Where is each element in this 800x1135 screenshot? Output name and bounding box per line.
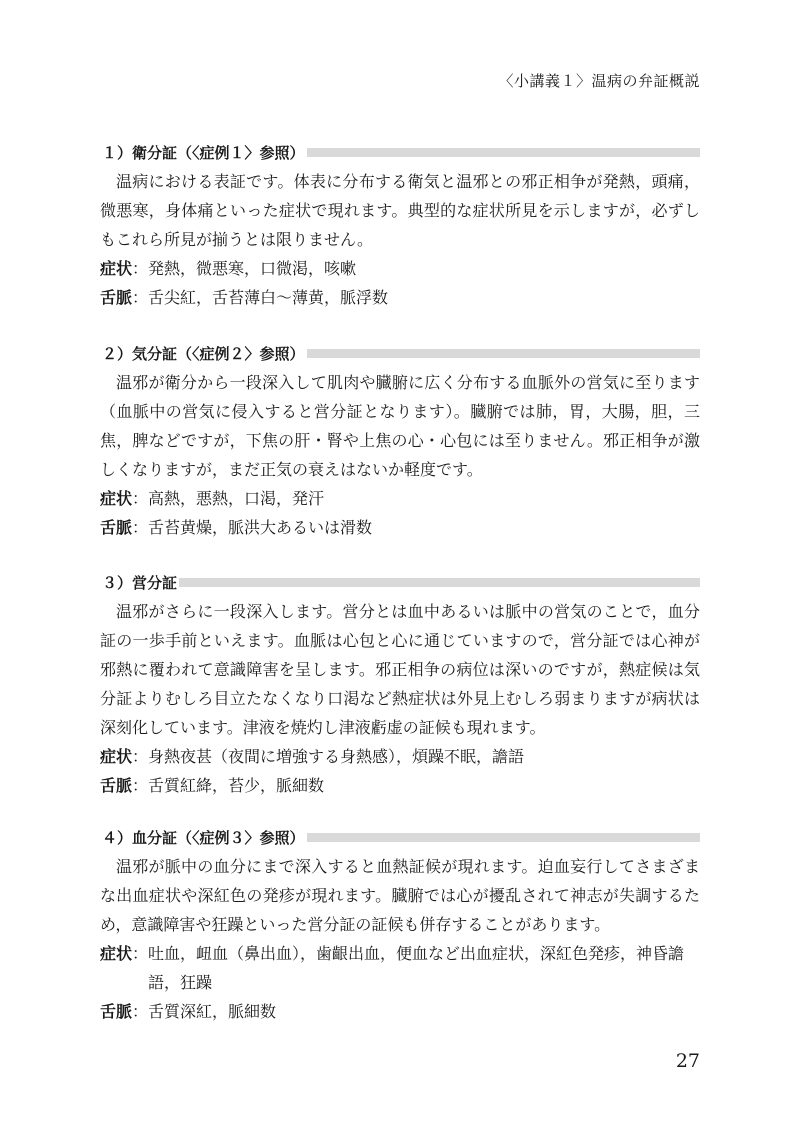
symptoms-label: 症状 (100, 489, 133, 508)
section-body: 温邪が衛分から一段深入して肌肉や臓腑に広く分布する血脈外の営気に至ります（血脈中の営気に侵入すると営分証となります）。臓腑では肺，胃，大腸，胆，三焦，脾などですが，下焦の肝・腎や上焦の心・心包には至りません。邪正相争が激しくなりますが，まだ正気の衰えはないか軽度です。 (100, 373, 700, 479)
symptoms-value: 高熱，悪熱，口渇，発汗 (148, 489, 325, 508)
running-header: 〈小講義１〉温病の弁証概説 (498, 72, 700, 90)
section-ying-fen (100, 570, 700, 800)
section-wei-fen (100, 140, 700, 312)
symptoms-label: 症状 (100, 259, 133, 278)
section-title: １）衛分証（〈症例１〉参照） (102, 143, 305, 162)
section-heading (100, 570, 700, 594)
heading-rule (179, 578, 700, 587)
tongue-pulse-label: 舌脈 (100, 776, 133, 795)
tongue-pulse-value: 舌質深紅，脈細数 (148, 1002, 277, 1021)
tongue-pulse-value: 舌質紅絳，苔少，脈細数 (148, 776, 325, 795)
section-title: ２）気分証（〈症例２〉参照） (102, 344, 305, 363)
section-title: ４）血分証（〈症例３〉参照） (102, 828, 305, 847)
section-title: ３）営分証 (102, 573, 178, 592)
heading-rule (307, 833, 700, 842)
section-body: 温邪がさらに一段深入します。営分とは血中あるいは脈中の営気のことで，血分証の一歩手前といえます。血脈は心包と心に通じていますので，営分証では心神が邪熱に覆われて意識障害を呈します。邪正相争の病位は深いのですが，熱症候は気分証よりむしろ目立たなくなり口渇など熱症状は外見上むしろ弱まりますが病状は深刻化しています。津液を焼灼し津液虧虚の証候も現れます。 (100, 602, 700, 737)
tongue-pulse-value: 舌尖紅，舌苔薄白～薄黄，脈浮数 (148, 288, 389, 307)
symptoms-label: 症状 (100, 944, 133, 963)
symptoms-label: 症状 (100, 747, 133, 766)
symptoms-value: 身熱夜甚（夜間に増強する身熱感），煩躁不眠，譫語 (148, 747, 525, 766)
tongue-pulse-label: 舌脈 (100, 518, 133, 537)
symptoms-row: 症状 ： 発熱，微悪寒，口微渇，咳嗽 (100, 254, 700, 283)
symptoms-row: 症状 ： 高熱，悪熱，口渇，発汗 (100, 484, 700, 513)
section-heading (100, 341, 700, 365)
symptoms-value: 吐血，衄血（鼻出血），歯齦出血，便血など出血症状，深紅色発疹，神昏譫語，狂躁 (148, 944, 685, 992)
page-number: 27 (675, 1050, 700, 1072)
heading-rule (307, 349, 700, 358)
tongue-pulse-row: 舌脈 ： 舌苔黄燥，脈洪大あるいは滑数 (100, 513, 700, 542)
section-body: 温邪が脈中の血分にまで深入すると血熱証候が現れます。迫血妄行してさまざまな出血症状や深紅色の発疹が現れます。臓腑では心が擾乱されて神志が失調するため，意識障害や狂躁といった営分証の証候も併存することがあります。 (100, 857, 700, 934)
symptoms-row: 症状 ： 吐血，衄血（鼻出血），歯齦出血，便血など出血症状，深紅色発疹，神昏譫語，狂躁 (100, 939, 700, 997)
tongue-pulse-row: 舌脈 ： 舌質紅絳，苔少，脈細数 (100, 771, 700, 800)
symptoms-value: 発熱，微悪寒，口微渇，咳嗽 (148, 259, 357, 278)
tongue-pulse-label: 舌脈 (100, 288, 133, 307)
tongue-pulse-row: 舌脈 ： 舌質深紅，脈細数 (100, 997, 700, 1026)
tongue-pulse-label: 舌脈 (100, 1002, 133, 1021)
tongue-pulse-value: 舌苔黄燥，脈洪大あるいは滑数 (148, 518, 373, 537)
tongue-pulse-row: 舌脈 ： 舌尖紅，舌苔薄白～薄黄，脈浮数 (100, 283, 700, 312)
section-xue-fen (100, 825, 700, 1026)
section-heading (100, 140, 700, 164)
symptoms-row: 症状 ： 身熱夜甚（夜間に増強する身熱感），煩躁不眠，譫語 (100, 742, 700, 771)
section-heading (100, 825, 700, 849)
section-qi-fen (100, 341, 700, 542)
section-body: 温病における表証です。体表に分布する衛気と温邪との邪正相争が発熱，頭痛，微悪寒，身体痛といった症状で現れます。典型的な症状所見を示しますが，必ずしもこれら所見が揃うとは限りません。 (100, 172, 700, 249)
heading-rule (307, 148, 700, 157)
